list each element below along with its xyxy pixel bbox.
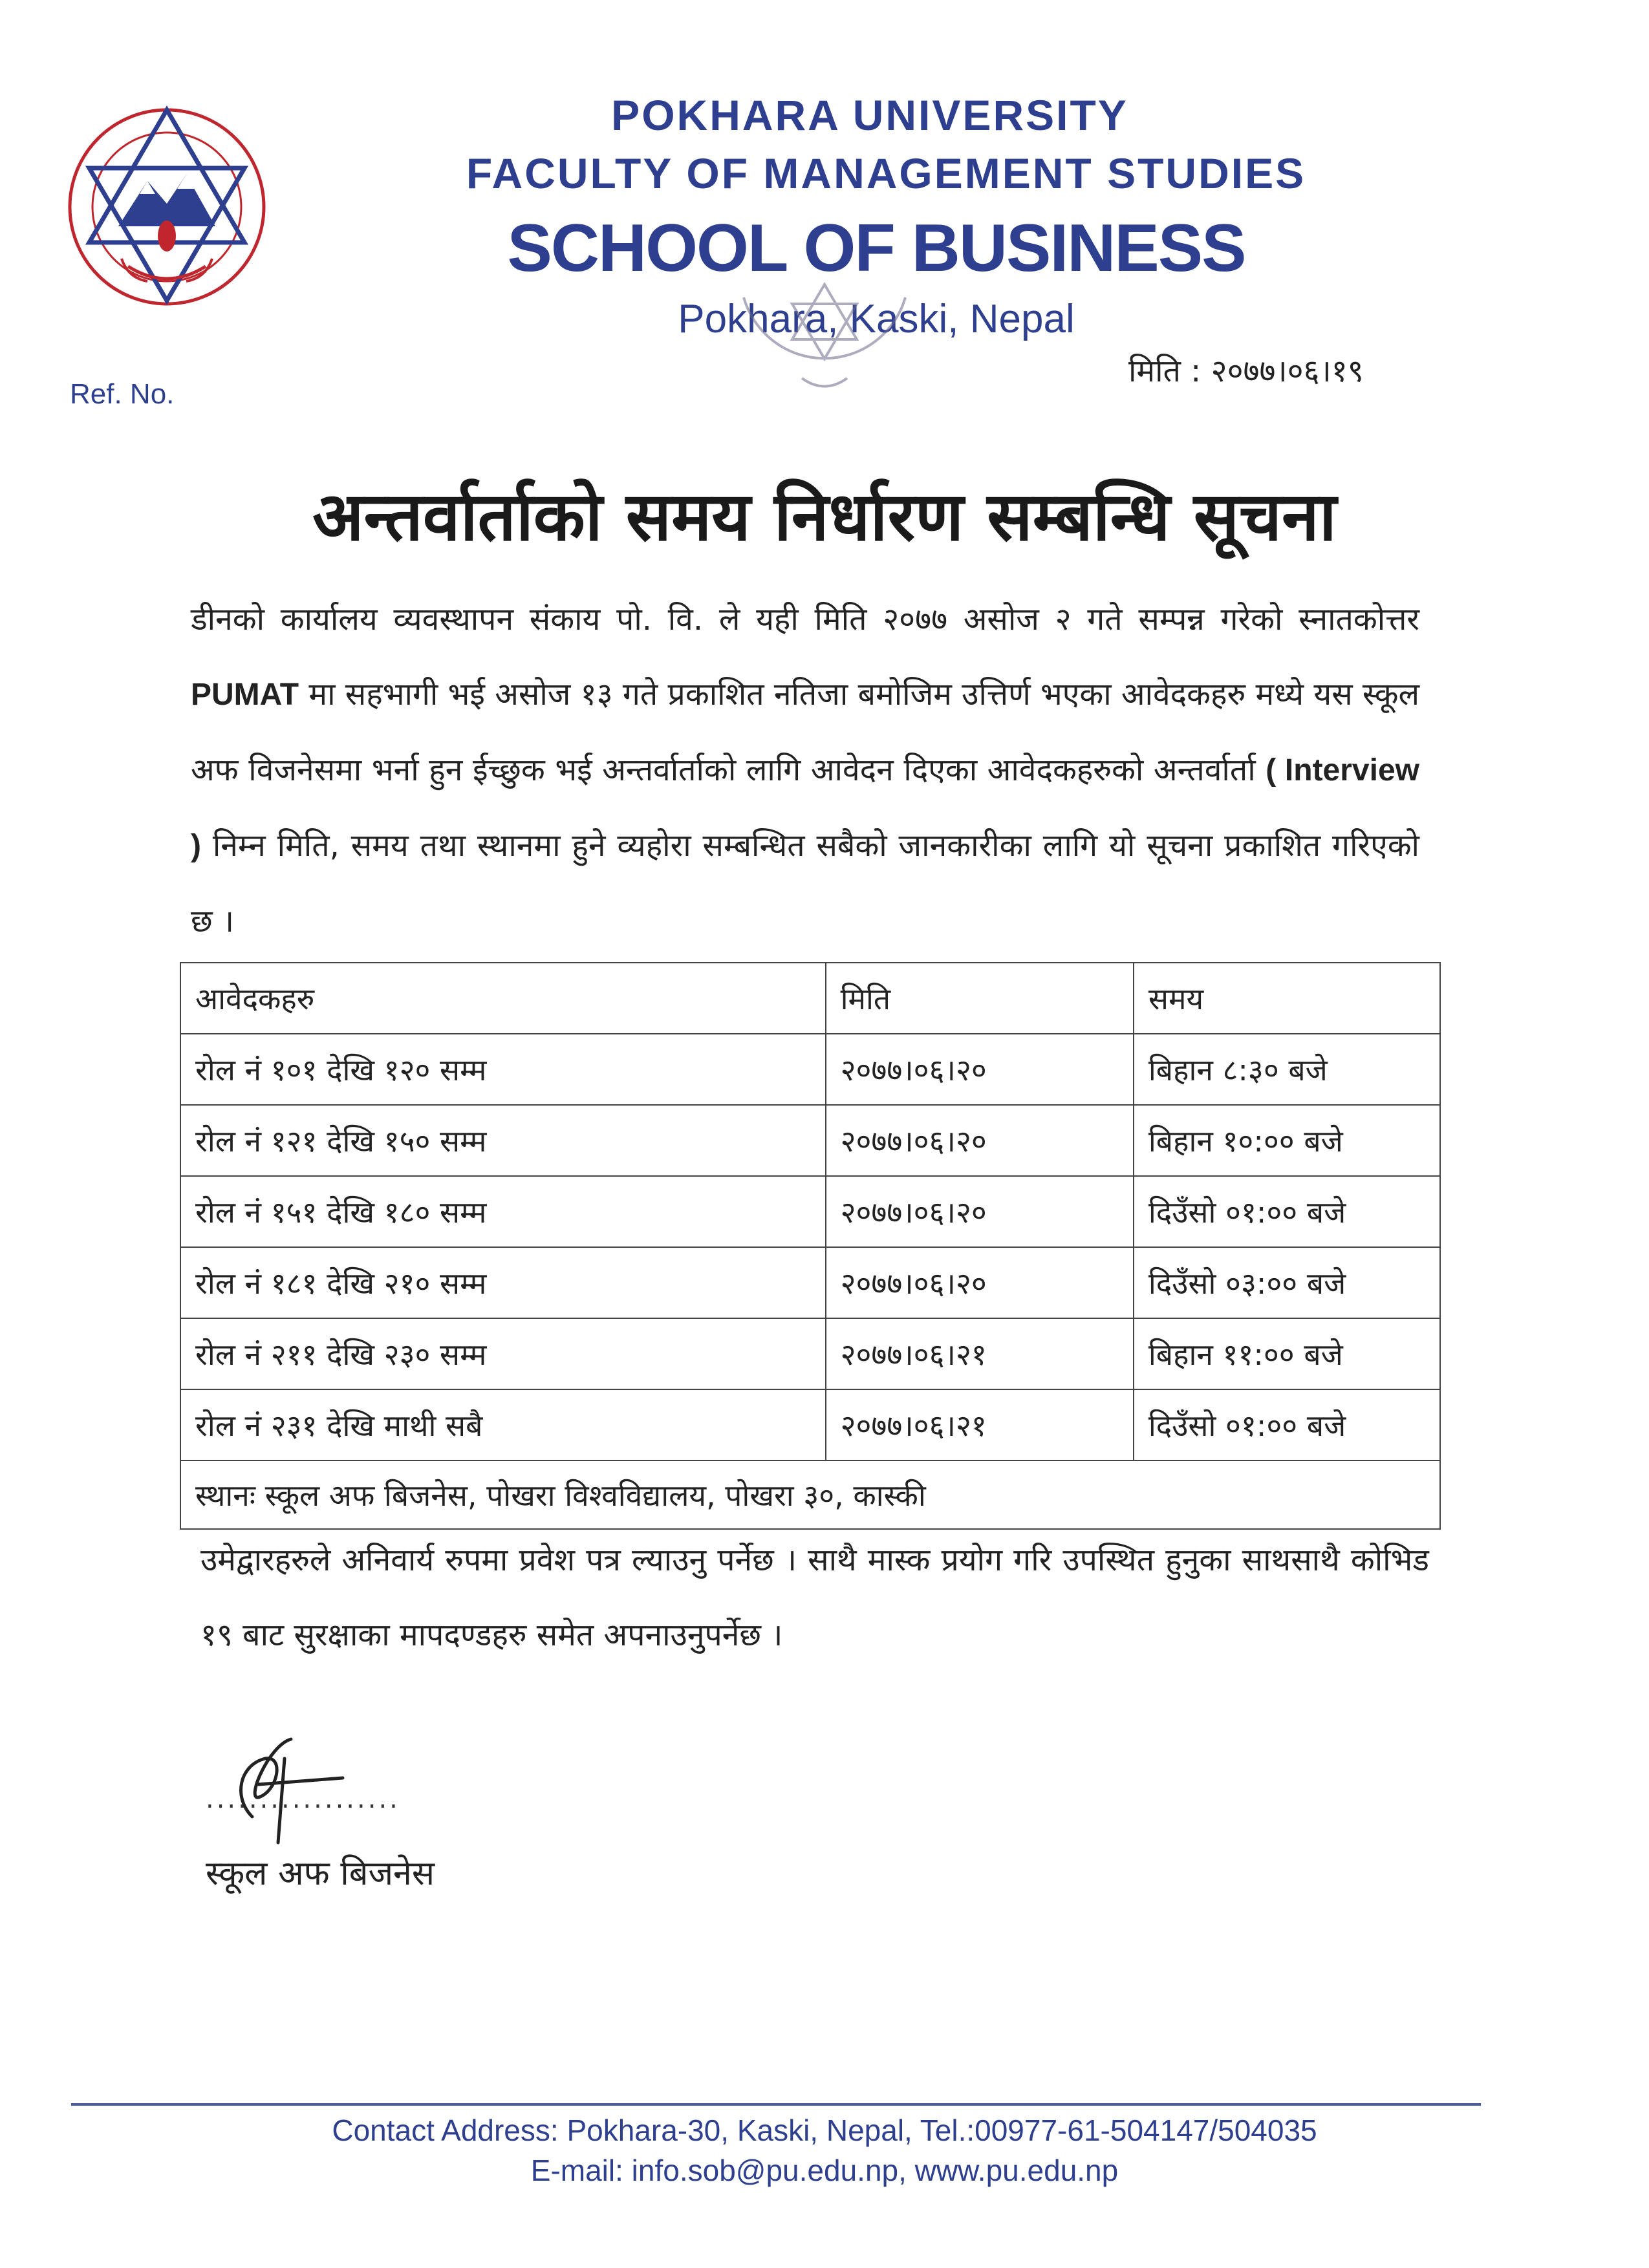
table-row <box>180 1318 1440 1389</box>
column-header-time: समय <box>1134 963 1440 1034</box>
cell-date: २०७७।०६।२० <box>826 1034 1134 1105</box>
signatory-title: स्कूल अफ बिजनेस <box>206 1854 435 1893</box>
column-header-applicants: आवेदकहरु <box>180 963 826 1034</box>
venue-cell: स्थानः स्कूल अफ बिजनेस, पोखरा विश्वविद्यालय, पोखरा ३०, कास्की <box>180 1460 1440 1529</box>
cell-applicants: रोल नं १५१ देखि १८० सम्म <box>180 1176 826 1247</box>
reference-number-label: Ref. No. <box>70 378 175 410</box>
cell-time: बिहान १०:०० बजे <box>1134 1105 1440 1176</box>
table-row <box>180 1105 1440 1176</box>
school-name: SCHOOL OF BUSINESS <box>507 211 1245 286</box>
cell-date: २०७७।०६।२० <box>826 1105 1134 1176</box>
table-row <box>180 1034 1440 1105</box>
school-stamp-icon <box>718 272 931 427</box>
school-location: Pokhara, Kaski, Nepal <box>678 297 1075 341</box>
cell-date: २०७७।०६।२१ <box>826 1389 1134 1460</box>
table-row <box>180 1176 1440 1247</box>
table-header-row <box>180 963 1440 1034</box>
body-interview: ( Interview ) <box>191 753 1419 863</box>
cell-date: २०७७।०६।२१ <box>826 1318 1134 1389</box>
footer-contact-address: Contact Address: Pokhara-30, Kaski, Nepal, Tel.:00977-61-504147/504035 <box>332 2113 1317 2147</box>
body-text-part2: मा सहभागी भई असोज १३ गते प्रकाशित नतिजा बमोजिम उत्तिर्ण भएका आवेदकहरु मध्ये यस स्कूल अफ विजनेसमा भर्ना हुन ईच्छुक भई अन्तर्वार्ताको लागि आवेदन दिएका आवेदकहरुको अन्तर्वार्ता <box>191 676 1419 788</box>
body-text-part3: निम्न मिति, समय तथा स्थानमा हुने व्यहोरा सम्बन्धित सबैको जानकारीका लागि यो सूचना प्रकाशित गरिएको छ । <box>191 828 1419 939</box>
venue-row <box>180 1460 1440 1529</box>
candidate-instructions: उमेद्वारहरुले अनिवार्य रुपमा प्रवेश पत्र ल्याउनु पर्नेछ । साथै मास्क प्रयोग गरि उपस्थित हुनुका साथसाथै कोभिड १९ बाट सुरक्षाका मापदण्डहरु समेत अपनाउनुपर्नेछ । <box>200 1542 1429 1653</box>
body-pumat: PUMAT <box>191 678 299 712</box>
body-text-part1: डीनको कार्यालय व्यवस्थापन संकाय पो. वि. ले यही मिति २०७७ असोज २ गते सम्पन्न गरेको स्नातकोत्तर <box>191 601 1419 637</box>
cell-time: बिहान ८:३० बजे <box>1134 1034 1440 1105</box>
cell-applicants: रोल नं १२१ देखि १५० सम्म <box>180 1105 826 1176</box>
cell-time: दिउँसो ०१:०० बजे <box>1134 1176 1440 1247</box>
notice-title: अन्तर्वार्ताको समय निर्धारण सम्बन्धि सूचना <box>312 477 1337 556</box>
interview-schedule-table <box>180 962 1441 1530</box>
cell-date: २०७७।०६।२० <box>826 1247 1134 1318</box>
cell-date: २०७७।०६।२० <box>826 1176 1134 1247</box>
column-header-date: मिति <box>826 963 1134 1034</box>
cell-time: बिहान ११:०० बजे <box>1134 1318 1440 1389</box>
table-row <box>180 1247 1440 1318</box>
signature-line: .................. <box>206 1784 400 1814</box>
university-name: POKHARA UNIVERSITY <box>611 91 1128 139</box>
notice-body <box>191 582 1419 959</box>
faculty-name: FACULTY OF MANAGEMENT STUDIES <box>466 149 1306 197</box>
notice-date: मिति : २०७७।०६।१९ <box>1128 353 1364 389</box>
cell-time: दिउँसो ०३:०० बजे <box>1134 1247 1440 1318</box>
cell-time: दिउँसो ०१:०० बजे <box>1134 1389 1440 1460</box>
footer-divider <box>71 2103 1481 2106</box>
cell-applicants: रोल नं २३१ देखि माथी सबै <box>180 1389 826 1460</box>
cell-applicants: रोल नं २११ देखि २३० सम्म <box>180 1318 826 1389</box>
table-row <box>180 1389 1440 1460</box>
cell-applicants: रोल नं १८१ देखि २१० सम्म <box>180 1247 826 1318</box>
cell-applicants: रोल नं १०१ देखि १२० सम्म <box>180 1034 826 1105</box>
footer-email: E-mail: info.sob@pu.edu.np, www.pu.edu.np <box>530 2154 1119 2187</box>
